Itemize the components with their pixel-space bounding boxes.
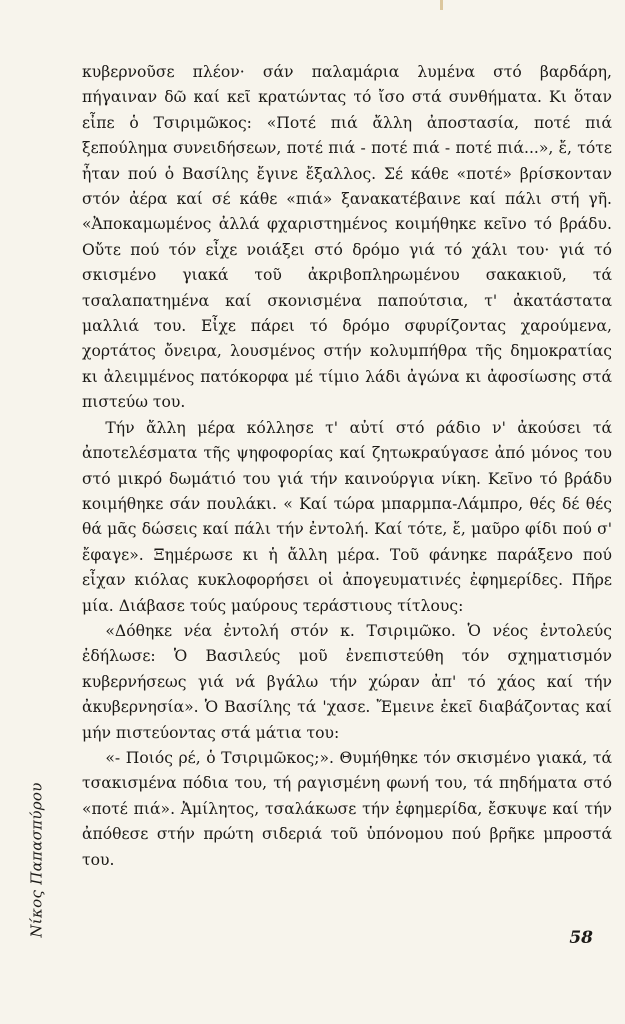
author-name: Νίκος Παπασπύρου	[28, 782, 47, 938]
page-edge-mark	[440, 0, 443, 10]
body-text	[82, 60, 612, 873]
paragraph-1: κυβερνοῦσε πλέον· σάν παλαμάρια λυμένα στό βαρδάρη, πήγαιναν δῶ καί κεῖ κρατώντας τό ἴσο στά συνθήματα. Κι ὅταν εἶπε ὁ Τσιριμῶκος: «Ποτέ πιά ἄλλη ἀποστασία, ποτέ πιά ξεπούλημα συνειδήσεων, ποτέ πιά - ποτέ πιά - ποτέ πιά...», ἔ, τότε ἦταν πού ὁ Βασίλης ἔγινε ἔξαλλος. Σέ κάθε «ποτέ» βρίσκονταν στόν ἀέρα καί σέ κάθε «πιά» ξανακατέβαινε καί πάλι στή γῆ. «Ἀποκαμωμένος ἀλλά φχαριστημένος κοιμήθηκε κεῖνο τό βράδυ. Οὔτε πού τόν εἶχε νοιάξει στό δρόμο γιά τό χάλι του· γιά τό σκισμένο γιακά τοῦ ἀκριβοπληρωμένου σακακιοῦ, τά τσαλαπατημένα καί σκονισμένα παπούτσια, τ' ἀκατάστατα μαλλιά του. Εἶχε πάρει τό δρόμο σφυρίζοντας χαρούμενα, χορτάτος ὄνειρα, λουσμένος στήν κολυμπήθρα τῆς δημοκρατίας κι ἀλειμμένος πατόκορφα μέ τίμιο λάδι ἀγώνα κι ἀφοσίωσης στά πιστεύω του.	[82, 63, 612, 412]
paragraph-2: Τήν ἄλλη μέρα κόλλησε τ' αὐτί στό ράδιο ν' ἀκούσει τά ἀποτελέσματα τῆς ψηφοφορίας καί ζητωκραύγασε ἀπό μόνος του στό μικρό δωμάτιό του γιά τήν καινούργια νίκη. Κεῖνο τό βράδυ κοιμήθηκε σάν πουλάκι. « Καί τώρα μπαρμπα-Λάμπρο, θές δέ θές θά μᾶς δώσεις καί πάλι τήν ἐντολή. Καί τότε, ἔ, μαῦρο φίδι πού σ' ἔφαγε». Ξημέρωσε κι ἡ ἄλλη μέρα. Τοῦ φάνηκε παράξενο πού εἶχαν κιόλας κυκλοφορήσει οἱ ἀπογευματινές ἐφημερίδες. Πῆρε μία. Διάβασε τούς μαύρους τεράστιους τίτλους:	[82, 418, 612, 615]
running-head-author	[22, 760, 52, 960]
paragraph-4: «- Ποιός ρέ, ὁ Τσιριμῶκος;». Θυμήθηκε τόν σκισμένο γιακά, τά τσακισμένα πόδια του, τή ραγισμένη φωνή του, τά πηδήματα στό «ποτέ πιά». Ἀμίλητος, τσαλάκωσε τήν ἐφημερίδα, ἔσκυψε καί τήν ἀπόθεσε στήν πρώτη σιδεριά τοῦ ὑπόνομου πού βρῆκε μπροστά του.	[82, 748, 612, 869]
paragraph-3: «Δόθηκε νέα ἐντολή στόν κ. Τσιριμῶκο. Ὁ νέος ἐντολεύς ἐδήλωσε: Ὁ Βασιλεύς μοῦ ἐνεπιστεύθη τόν σχηματισμόν κυβερνήσεως γιά νά βγάλω τήν χώραν ἀπ' τό χάος καί τήν ἀκυβερνησία». Ὁ Βασίλης τά 'χασε. Ἔμεινε ἐκεῖ διαβάζοντας καί μήν πιστεύοντας στά μάτια του:	[82, 621, 612, 742]
page-number: 58	[569, 928, 593, 948]
